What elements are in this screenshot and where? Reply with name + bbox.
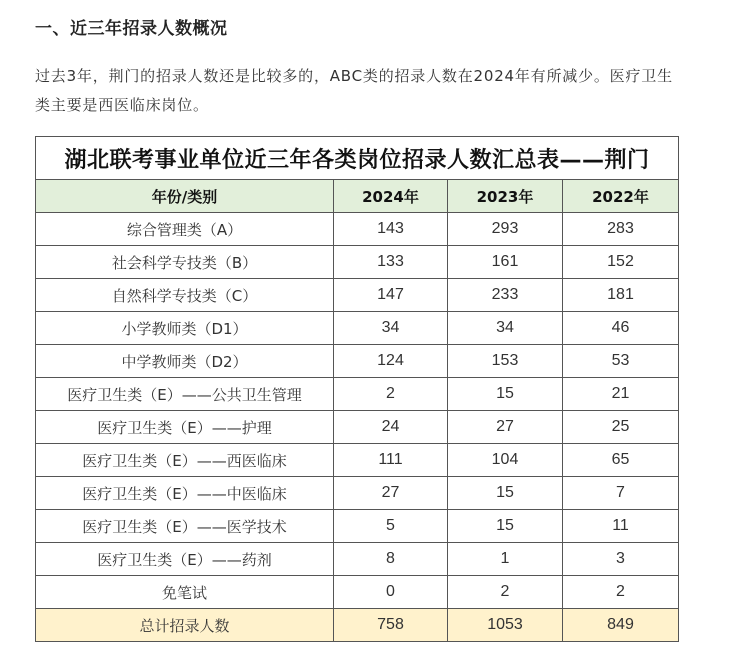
table-row [36, 411, 679, 444]
cell-2022: 181 [563, 279, 679, 312]
cell-2024: 27 [334, 477, 448, 510]
cell-2023: 2 [448, 576, 563, 609]
total-2022: 849 [563, 609, 679, 642]
table-row [36, 345, 679, 378]
recruitment-summary-table-container [35, 136, 678, 642]
cell-2024: 147 [334, 279, 448, 312]
cell-2023: 1 [448, 543, 563, 576]
cell-2022: 152 [563, 246, 679, 279]
cell-2024: 143 [334, 213, 448, 246]
cell-2024: 8 [334, 543, 448, 576]
row-category: 医疗卫生类（E）——公共卫生管理 [36, 378, 334, 411]
table-header-row [36, 180, 679, 213]
row-category: 医疗卫生类（E）——中医临床 [36, 477, 334, 510]
table-row [36, 477, 679, 510]
cell-2022: 11 [563, 510, 679, 543]
row-category: 自然科学专技类（C） [36, 279, 334, 312]
row-category: 医疗卫生类（E）——药剂 [36, 543, 334, 576]
header-2022: 2022年 [563, 180, 679, 213]
total-label: 总计招录人数 [36, 609, 334, 642]
cell-2022: 65 [563, 444, 679, 477]
total-2024: 758 [334, 609, 448, 642]
row-category: 医疗卫生类（E）——医学技术 [36, 510, 334, 543]
row-category: 免笔试 [36, 576, 334, 609]
cell-2022: 21 [563, 378, 679, 411]
cell-2024: 5 [334, 510, 448, 543]
cell-2022: 283 [563, 213, 679, 246]
cell-2023: 104 [448, 444, 563, 477]
recruitment-summary-table [35, 136, 679, 642]
header-2024: 2024年 [334, 180, 448, 213]
row-category: 中学教师类（D2） [36, 345, 334, 378]
cell-2023: 15 [448, 477, 563, 510]
cell-2023: 34 [448, 312, 563, 345]
table-row [36, 444, 679, 477]
cell-2024: 24 [334, 411, 448, 444]
table-title: 湖北联考事业单位近三年各类岗位招录人数汇总表——荆门 [36, 137, 679, 180]
cell-2024: 0 [334, 576, 448, 609]
total-2023: 1053 [448, 609, 563, 642]
cell-2024: 2 [334, 378, 448, 411]
cell-2024: 34 [334, 312, 448, 345]
table-row [36, 510, 679, 543]
table-row [36, 213, 679, 246]
cell-2023: 15 [448, 510, 563, 543]
table-row [36, 246, 679, 279]
cell-2023: 15 [448, 378, 563, 411]
header-category: 年份/类别 [36, 180, 334, 213]
cell-2023: 293 [448, 213, 563, 246]
table-title-row [36, 137, 679, 180]
table-row [36, 378, 679, 411]
cell-2023: 27 [448, 411, 563, 444]
cell-2023: 233 [448, 279, 563, 312]
cell-2024: 124 [334, 345, 448, 378]
intro-paragraph: 过去3年，荆门的招录人数还是比较多的，ABC类的招录人数在2024年有所减少。医疗卫生类主要是西医临床岗位。 [35, 67, 673, 114]
cell-2023: 161 [448, 246, 563, 279]
cell-2022: 53 [563, 345, 679, 378]
table-row [36, 279, 679, 312]
cell-2023: 153 [448, 345, 563, 378]
table-row [36, 576, 679, 609]
cell-2024: 133 [334, 246, 448, 279]
row-category: 小学教师类（D1） [36, 312, 334, 345]
table-row [36, 543, 679, 576]
cell-2022: 3 [563, 543, 679, 576]
header-2023: 2023年 [448, 180, 563, 213]
table-row [36, 312, 679, 345]
cell-2022: 25 [563, 411, 679, 444]
cell-2022: 2 [563, 576, 679, 609]
row-category: 综合管理类（A） [36, 213, 334, 246]
cell-2024: 111 [334, 444, 448, 477]
cell-2022: 46 [563, 312, 679, 345]
row-category: 医疗卫生类（E）——西医临床 [36, 444, 334, 477]
cell-2022: 7 [563, 477, 679, 510]
table-total-row [36, 609, 679, 642]
row-category: 社会科学专技类（B） [36, 246, 334, 279]
row-category: 医疗卫生类（E）——护理 [36, 411, 334, 444]
section-heading: 一、近三年招录人数概况 [35, 19, 228, 39]
